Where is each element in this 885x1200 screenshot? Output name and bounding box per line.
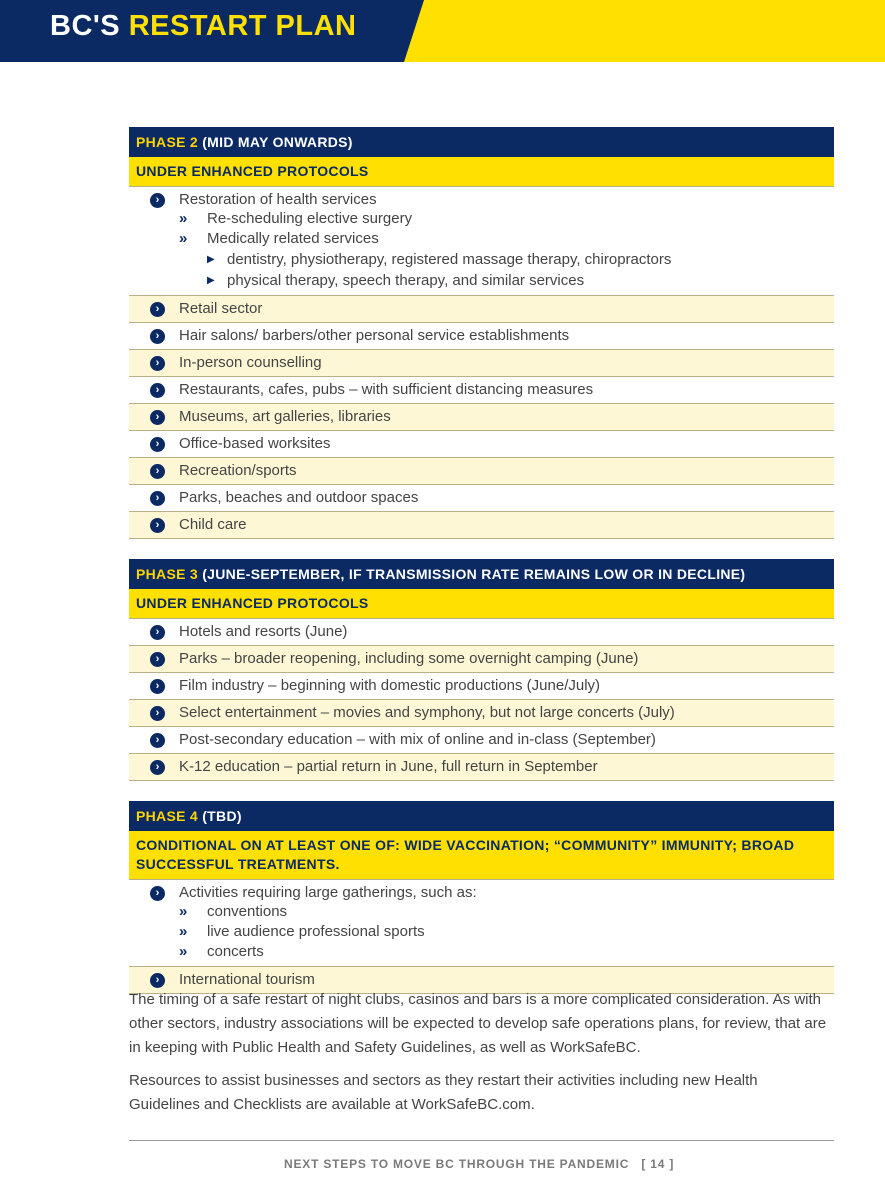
list-item-body — [179, 191, 834, 291]
double-chevron-right-icon: » — [179, 923, 188, 940]
list-item-text: Hair salons/ barbers/other personal service establishments — [179, 327, 570, 344]
chevron-circle-right-icon: › — [150, 464, 165, 479]
double-chevron-right-icon: » — [179, 210, 188, 227]
phase-subheading: UNDER ENHANCED PROTOCOLS — [129, 157, 834, 187]
sub-list-item-text: concerts — [207, 943, 264, 960]
phase-section — [129, 801, 834, 994]
list-item-text: K-12 education – partial return in June, full return in September — [179, 758, 598, 775]
chevron-circle-right-icon: › — [150, 652, 165, 667]
list-item — [129, 485, 834, 512]
list-item-body — [179, 489, 834, 507]
list-item-body — [179, 971, 834, 989]
list-item-text: Museums, art galleries, libraries — [179, 408, 391, 425]
chevron-circle-right-icon: › — [150, 679, 165, 694]
chevron-circle-right-icon: › — [150, 973, 165, 988]
list-item-text: Restoration of health services — [179, 191, 377, 208]
paragraph-night-clubs: The timing of a safe restart of night clubs, casinos and bars is a more complicated consideration. As with other sectors, industry associations will be expected to develop safe operations plans, for review, that are in keeping with Public Health and Safety Guidelines, as well as WorkSafeBC. — [129, 991, 827, 1056]
chevron-circle-right-icon: › — [150, 518, 165, 533]
chevron-circle-right-icon: › — [150, 437, 165, 452]
title-part-1: BC'S — [50, 10, 121, 42]
list-item — [129, 323, 834, 350]
list-item-text: Restaurants, cafes, pubs – with sufficient distancing measures — [179, 381, 594, 398]
list-item-body — [179, 354, 834, 372]
sub-sub-list-item — [179, 270, 834, 291]
phase-heading — [129, 559, 834, 589]
phases-container — [129, 127, 834, 1014]
sub-list-item — [179, 229, 834, 249]
list-item-body — [179, 408, 834, 426]
list-item — [129, 727, 834, 754]
list-item-text: Hotels and resorts (June) — [179, 623, 348, 640]
list-item — [129, 646, 834, 673]
list-item-body — [179, 677, 834, 695]
page-number: [ 14 ] — [641, 1157, 675, 1171]
sub-list-item — [179, 209, 834, 229]
list-item — [129, 458, 834, 485]
list-item — [129, 700, 834, 727]
list-item — [129, 350, 834, 377]
sub-list-item-text: Medically related services — [207, 230, 379, 247]
chevron-circle-right-icon: › — [150, 733, 165, 748]
list-item-text: Parks – broader reopening, including some overnight camping (June) — [179, 650, 639, 667]
chevron-circle-right-icon: › — [150, 760, 165, 775]
list-item-body — [179, 435, 834, 453]
list-item-text: In-person counselling — [179, 354, 322, 371]
list-item-text: International tourism — [179, 971, 315, 988]
list-item-text: Activities requiring large gatherings, such as: — [179, 884, 477, 901]
triangle-right-icon: ▶ — [207, 254, 215, 265]
phase-subheading: UNDER ENHANCED PROTOCOLS — [129, 589, 834, 619]
list-item-body — [179, 650, 834, 668]
phase-section — [129, 559, 834, 781]
sub-list-item — [179, 902, 834, 922]
sub-list-item-text: Re-scheduling elective surgery — [207, 210, 413, 227]
double-chevron-right-icon: » — [179, 230, 188, 247]
double-chevron-right-icon: » — [179, 943, 188, 960]
double-chevron-right-icon: » — [179, 903, 188, 920]
list-item — [129, 187, 834, 296]
chevron-circle-right-icon: › — [150, 886, 165, 901]
chevron-circle-right-icon: › — [150, 410, 165, 425]
phase-heading — [129, 801, 834, 831]
list-item-body — [179, 327, 834, 345]
phase-heading — [129, 127, 834, 157]
phase-label: PHASE 4 — [136, 808, 199, 824]
list-item — [129, 754, 834, 781]
phase-label: PHASE 3 — [136, 566, 199, 582]
chevron-circle-right-icon: › — [150, 625, 165, 640]
list-item-text: Select entertainment – movies and symphony, but not large concerts (July) — [179, 704, 675, 721]
triangle-right-icon: ▶ — [207, 275, 215, 286]
phase-qualifier: (TBD) — [202, 808, 242, 824]
chevron-circle-right-icon: › — [150, 706, 165, 721]
list-item-body — [179, 758, 834, 776]
chevron-circle-right-icon: › — [150, 329, 165, 344]
sub-list-item-text: conventions — [207, 903, 288, 920]
list-item-text: Office-based worksites — [179, 435, 331, 452]
list-item-body — [179, 884, 834, 962]
footer — [284, 1157, 674, 1171]
list-item-body — [179, 516, 834, 534]
chevron-circle-right-icon: › — [150, 491, 165, 506]
list-item-body — [179, 462, 834, 480]
phase-qualifier: (MID MAY ONWARDS) — [202, 134, 353, 150]
list-item-body — [179, 623, 834, 641]
list-item — [129, 512, 834, 539]
list-item — [129, 880, 834, 967]
list-item — [129, 619, 834, 646]
list-item-text: Post-secondary education – with mix of online and in-class (September) — [179, 731, 656, 748]
chevron-circle-right-icon: › — [150, 383, 165, 398]
paragraph-resources: Resources to assist businesses and sectors as they restart their activities including new Health Guidelines and Checklists are available at WorkSafeBC.com. — [129, 1072, 758, 1113]
list-item-text: Child care — [179, 516, 247, 533]
page-title — [50, 10, 356, 43]
sub-list-item — [179, 942, 834, 962]
phase-section — [129, 127, 834, 539]
list-item-text: Parks, beaches and outdoor spaces — [179, 489, 419, 506]
sub-list-item — [179, 922, 834, 942]
list-item-body — [179, 381, 834, 399]
sub-list-item-text: live audience professional sports — [207, 923, 425, 940]
footer-text: NEXT STEPS TO MOVE BC THROUGH THE PANDEMIC — [284, 1157, 630, 1171]
phase-label: PHASE 2 — [136, 134, 199, 150]
title-part-2: RESTART PLAN — [128, 10, 357, 42]
chevron-circle-right-icon: › — [150, 356, 165, 371]
list-item — [129, 673, 834, 700]
footer-divider — [129, 1140, 834, 1141]
list-item — [129, 431, 834, 458]
list-item-body — [179, 704, 834, 722]
phase-subheading: CONDITIONAL ON AT LEAST ONE OF: WIDE VACCINATION; “COMMUNITY” IMMUNITY; BROAD SUCCESSFUL TREATMENTS. — [129, 831, 834, 880]
phase-qualifier: (JUNE-SEPTEMBER, IF TRANSMISSION RATE REMAINS LOW OR IN DECLINE) — [202, 566, 746, 582]
list-item-body — [179, 731, 834, 749]
sub-sub-list-item-text: physical therapy, speech therapy, and similar services — [227, 272, 585, 289]
sub-sub-list-item-text: dentistry, physiotherapy, registered massage therapy, chiropractors — [227, 251, 672, 268]
list-item-text: Recreation/sports — [179, 462, 297, 479]
chevron-circle-right-icon: › — [150, 302, 165, 317]
list-item — [129, 404, 834, 431]
header-banner — [0, 0, 885, 62]
chevron-circle-right-icon: › — [150, 193, 165, 208]
list-item-text: Film industry – beginning with domestic productions (June/July) — [179, 677, 601, 694]
list-item-body — [179, 300, 834, 318]
list-item-text: Retail sector — [179, 300, 263, 317]
list-item — [129, 296, 834, 323]
sub-sub-list-item — [179, 249, 834, 270]
list-item — [129, 377, 834, 404]
